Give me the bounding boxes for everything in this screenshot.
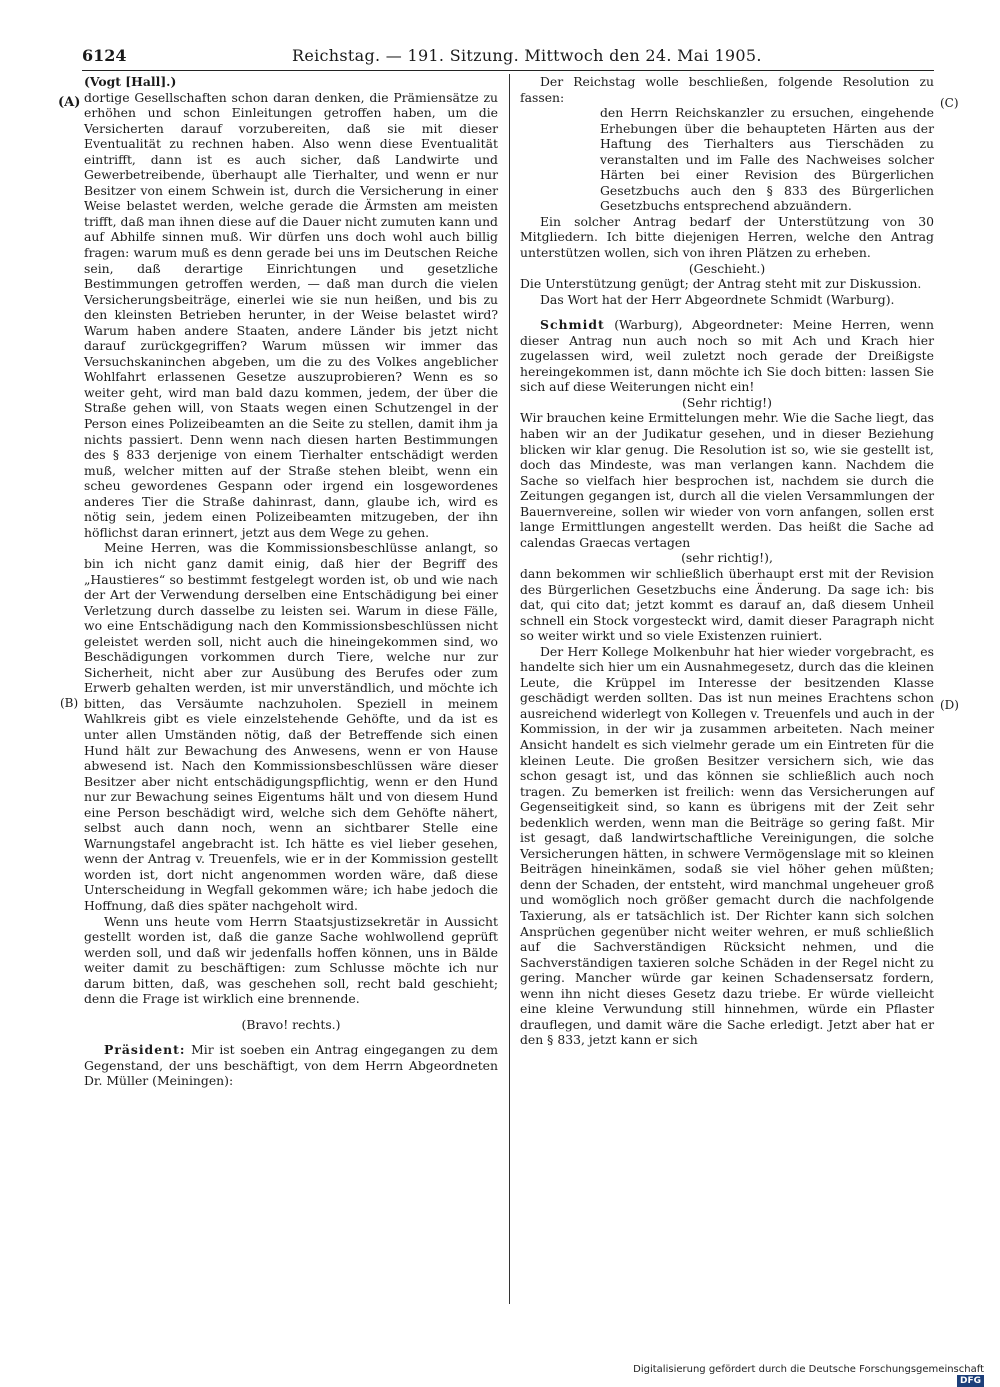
left-column [84, 74, 498, 1089]
applause-note: (Bravo! rechts.) [241, 1016, 341, 1032]
schmidt-paragraph [520, 317, 934, 395]
motion-intro: Der Reichstag wolle beschließen, folgende Resolution zu fassen: [520, 74, 934, 105]
interjection: (Sehr richtig!) [682, 394, 772, 410]
president-paragraph [84, 1042, 498, 1089]
paragraph: Wir brauchen keine Ermittelungen mehr. Wie die Sache liegt, das haben wir an der Judikatur gesehen, und in dieser Beziehung blicken wir klar genug. Die Resolution ist so, wie sie gestellt ist, doch das Mindeste, was man verlangen kann. Nachdem die Sache so vielfach hier besprochen ist, nachdem sie durch die Zeitungen gegangen ist, durch all die vielen Versammlungen der Bauernvereine, sollen wir wieder von vorn anfangen, sollen erst lange Ermittlungen angestellt werden. Das heißt die Sache ad calendas Graecas vertagen [520, 410, 934, 550]
margin-marker-b: (B) [60, 696, 79, 710]
president-text: Mir ist soeben ein Antrag eingegangen zu dem Gegenstand, der uns beschäftigt, von dem Herrn Abgeordneten Dr. Müller (Meiningen): [84, 1042, 498, 1089]
president-label: Präsident: [104, 1042, 186, 1058]
schmidt-label: Schmidt [540, 317, 605, 333]
column-divider [509, 74, 510, 1304]
footer [600, 1364, 984, 1387]
support-result: Die Unterstützung genügt; der Antrag steht mit zur Diskussion. [520, 276, 922, 292]
paragraph: dann bekommen wir schließlich überhaupt erst mit der Revision des Bürgerlichen Gesetzbuchs eine Änderung. Da sage ich: bis dat, qui cito dat; jetzt kommt es darauf an, daß diesem Unheil schnell ein Stock vorgesteckt wird, damit dieser Paragraph nicht so weiter wirkt und so viele Existenzen ruiniert. [520, 565, 934, 644]
interjection: (sehr richtig!), [681, 550, 773, 566]
dfg-logo-icon: DFG [957, 1375, 984, 1387]
paragraph: Meine Herren, was die Kommissionsbeschlüsse anlangt, so bin ich nicht ganz damit einig, daß hier der Begriff des „Haustieres“ so bestimmt festgelegt worden ist, ob und wie nach der Art der Verwendung derselben eine Entschädigung bei einer Verletzung durch dasselbe zu leisten sei. Warum in diese Fälle, wo eine Entschädigung nach den Kommissionsbeschlüssen nicht geleistet werden soll, nicht auch die hineingekommen sind, wo Beschädigungen vorkommen durch Tiere, welche nur zur Sicherheit, nicht aber zur Ausübung des Berufes oder zum Erwerb gehalten werden, ist mir unverständlich, und möchte ich bitten, das Versäumte nachzuholen. Speziell in meinem Wahlkreis gibt es viele einzelstehende Gehöfte, und da ist es unter allen Umständen nötig, daß der Betreffende sich einen Hund hält zur Bewachung des Anwesens, wenn er von Hause abwesend ist. Nach den Kommissionsbeschlüssen wäre dieser Besitzer aber nicht entschädigungspflichtig, wenn er den Hund nur zur Bewachung seines Eigentums hält und von diesem Hund eine Person beschädigt wird, welche sich dem Gehöfte nähert, selbst auch dann noch, wenn an sichtbarer Stelle eine Warnungstafel angebracht ist. Ich hätte es viel lieber gesehen, wenn der Antrag v. Treuenfels, wie er in der Kommission gestellt worden ist, dort nicht angenommen worden wäre, daß diese Unterscheidung in Wegfall gekommen wäre; ich habe jedoch die Hoffnung, daß dies später nachgeholt wird. [84, 540, 498, 913]
funding-note: Digitalisierung gefördert durch die Deutsche Forschungsgemeinschaft [633, 1364, 984, 1375]
floor-given: Das Wort hat der Herr Abgeordnete Schmidt (Warburg). [540, 291, 895, 307]
running-title: Reichstag. — 191. Sitzung. Mittwoch den 24. Mai 1905. [292, 46, 762, 65]
right-column [520, 74, 934, 1048]
page-header [82, 40, 934, 71]
support-request: Ein solcher Antrag bedarf der Unterstützung von 30 Mitgliedern. Ich bitte diejenigen Herren, welche den Antrag unterstützen wollen, sich von ihren Plätzen zu erheben. [520, 213, 934, 261]
paragraph: Wenn uns heute vom Herrn Staatsjustizsekretär in Aussicht gestellt worden ist, daß die ganze Sache wohlwollend geprüft werden soll, und daß wir jedenfalls hoffen können, uns in Bälde weiter damit zu beschäftigen: zum Schlusse möchte ich nur darum bitten, daß, was geschehen soll, recht bald geschieht; denn die Frage ist wirklich eine brennende. [84, 913, 498, 1007]
margin-marker-c: (C) [940, 96, 959, 110]
page-number: 6124 [82, 46, 127, 65]
margin-marker-a: (A) [58, 95, 81, 110]
happens-note: (Geschieht.) [688, 260, 766, 276]
paragraph: Der Herr Kollege Molkenbuhr hat hier wieder vorgebracht, es handelte sich hier um ein Ausnahmegesetz, durch das die kleinen Leute, die Krüppel im Interesse der besitzenden Klasse geschädigt werden sollten. Das ist nun meines Erachtens schon ausreichend widerlegt von Kollegen v. Treuenfels und auch in der Kommission, in der wir ja zusammen arbeiteten. Nach meiner Ansicht handelt es sich vielmehr gerade um ein Eintreten für die kleinen Leute. Die großen Besitzer versichern sich, wie das schon gesagt ist, und das können sie schließlich auch noch tragen. Zu bemerken ist freilich: wenn das Versicherungen auf Gegenseitigkeit sind, so kann es übrigens mit der Zeit sehr bedenklich werden, wenn man die Beiträge so gering faßt. Mir ist gesagt, daß landwirtschaftliche Vereinigungen, die solche Versicherungen hätten, in schwere Vermögenslage mit so kleinen Beiträgen hineinkämen, sodaß sie viel höher gehen müßten; denn der Schaden, der entsteht, wird manchmal ungeheuer groß und womöglich noch größer gemacht durch die nachfolgende Taxierung, als er tatsächlich ist. Der Richter kann sich solchen Ansprüchen gegenüber nicht weiter wehren, er muß schließlich auf die Sachverständigen Rücksicht nehmen, und die Sachverständigen taxieren solche Schäden in der Regel nicht zu gering. Mancher würde gar keinen Schadensersatz fordern, wenn ihn nicht dieses Gesetz dazu triebe. Er würde vielleicht eine kleine Verwundung still hinnehmen, würde ein Pflaster drauflegen, und damit wäre die Sache erledigt. Jetzt aber hat er den § 833, jetzt kann er sich [520, 643, 934, 1048]
paragraph: dortige Gesellschaften schon daran denken, die Prämiensätze zu erhöhen und schon Einleitungen getroffen haben, um die Versicherten darauf vorzubereiten, daß sie mit dieser Eventualität zu rechnen haben. Also wenn diese Eventualität eintrifft, dann ist es auch sicher, daß Landwirte und Gewerbetreibende, überhaupt alle Tierhalter, und wenn er nur Besitzer von einem Schwein ist, durch die Versicherung in einer Weise belastet werden, welche gerade die Ärmsten am meisten trifft, daß man ihnen diese auf die Dauer nicht zumuten kann und auf Abhilfe sinnen muß. Wir dürfen uns doch wohl auch billig fragen: warum muß es denn gerade bei uns im Deutschen Reiche sein, daß derartige Einrichtungen und gesetzliche Bestimmungen getroffen werden, — daß man durch die vielen Versicherungsbeiträge, einerlei wie sie nun heißen, und bis zu den kleinsten Betrieben herunter, in der Weise belastet wird? Warum haben andere Staaten, andere Länder bis jetzt nicht darauf zurückgegriffen? Warum müssen wir immer das Versuchskaninchen abgeben, um die zu des Volkes angeblicher Wohlfahrt erlassenen Gesetze auszuprobieren? Wenn es so weiter geht, wird man bald dazu kommen, jedem, der über die Straße gehen will, von Staats wegen einen Schutzengel in der Person eines Polizeibeamten an die Seite zu stellen, damit ihm ja nichts passiert. Denn wenn nach diesen harten Bestimmungen des § 833 derjenige von einem Tierhalter entschädigt werden muß, welcher mitten auf der Straße stehen bleibt, wenn ein scheu gewordenes Gespann oder irgend ein losgewordenes anderes Tier die Straße dahinrast, dann, glaube ich, wird es nötig sein, jedem einen Polizeibeamten mitzugeben, der ihn höflichst daran erinnert, jetzt aus dem Wege zu gehen. [84, 89, 498, 540]
speaker-tag: (Vogt [Hall].) [84, 74, 177, 89]
schmidt-intro: (Warburg), Abgeordneter: Meine Herren, wenn dieser Antrag nun auch noch so mit Ach und Krach hier zugelassen wird, weil zuletzt noch gerade der Dreißigste hereingekommen ist, dann möchte ich Sie doch bitten: lassen Sie sich auf diese Weiterungen nicht ein! [520, 317, 934, 395]
motion-text: den Herrn Reichskanzler zu ersuchen, eingehende Erhebungen über die behaupteten Härten aus der Haftung des Tierhalters aus Tierschäden zu veranstalten und im Falle des Nachweises solcher Härten bei einer Revision des Bürgerlichen Gesetzbuchs auch den § 833 des Bürgerlichen Gesetzbuchs entsprechend abzuändern. [600, 105, 934, 214]
margin-marker-d: (D) [940, 698, 959, 712]
